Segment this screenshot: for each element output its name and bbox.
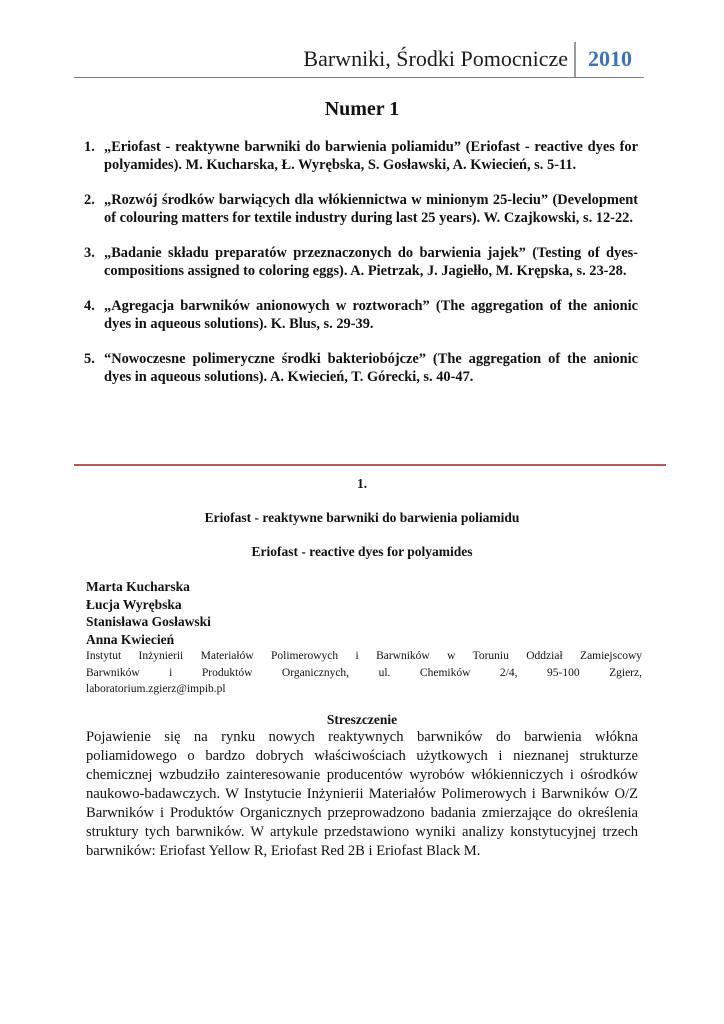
toc-item — [84, 191, 638, 227]
journal-title: Barwniki, Środki Pomocnicze — [303, 46, 568, 71]
toc-item-number: 4. — [84, 298, 95, 314]
toc-item — [84, 244, 638, 280]
author-block — [86, 578, 642, 698]
toc-item-text: „Rozwój środków barwiących dla włókiennictwa w minionym 25-leciu” (Development of colouring matters for textile industry during last 25 years). W. Czajkowski, s. 12-22. — [104, 192, 638, 226]
toc-item-number: 3. — [84, 245, 95, 261]
section-divider — [74, 464, 666, 466]
author-name: Anna Kwiecień — [86, 631, 175, 647]
article-title-english: Eriofast - reactive dyes for polyamides — [251, 544, 473, 559]
author-name: Stanisława Gosławski — [86, 614, 211, 629]
table-of-contents — [84, 138, 638, 403]
abstract-heading: Streszczenie — [326, 712, 398, 727]
running-header — [74, 42, 644, 78]
header-separator — [574, 42, 576, 78]
author-name: Marta Kucharska — [86, 579, 190, 594]
toc-item — [84, 297, 638, 333]
toc-item-text: “Nowoczesne polimeryczne środki bakteriobójcze” (The aggregation of the anionic dyes in aqueous solutions). A. Kwiecień, T. Górecki, s. 40-47. — [104, 351, 638, 385]
author-name: Łucja Wyrębska — [86, 596, 182, 612]
affiliation-email: laboratorium.zgierz@impib.pl — [86, 683, 226, 695]
journal-year: 2010 — [588, 46, 632, 71]
toc-item-number: 5. — [84, 351, 95, 367]
affiliation — [86, 648, 642, 698]
issue-title: Numer 1 — [324, 98, 400, 120]
toc-item-number: 1. — [84, 139, 95, 155]
affiliation-line: Instytut Inżynierii Materiałów Polimerowych i Barwników w Toruniu Oddział Zamiejscowy — [86, 650, 642, 662]
header-rule — [74, 77, 644, 78]
toc-item — [84, 138, 638, 174]
toc-item-text: „Badanie składu preparatów przeznaczonych do barwienia jajek” (Testing of dyes-compositions assigned to coloring eggs). A. Pietrzak, J. Jagiełło, M. Krępska, s. 23-28. — [104, 245, 638, 279]
affiliation-line: Barwników i Produktów Organicznych, ul. Chemików 2/4, 95-100 Zgierz, — [86, 666, 642, 679]
toc-item-text: „Agregacja barwników anionowych w roztworach” (The aggregation of the anionic dyes in aqueous solutions). K. Blus, s. 29-39. — [104, 298, 638, 332]
article-title-polish: Eriofast - reaktywne barwniki do barwienia poliamidu — [204, 510, 520, 525]
article-number: 1. — [356, 476, 368, 491]
abstract-text: Pojawienie się na rynku nowych reaktywnych barwników do barwienia włókna poliamidowego o bardzo dobrych właściwościach użytkowych i nieznanej strukturze chemicznej wzbudziło zainteresowanie producentów wyrobów włókienniczych i ośrodków naukowo-badawczych. W Instytucie Inżynierii Materiałów Polimerowych i Barwników O/Z Barwników i Produktów Organicznych przeprowadzono badania zmierzające do określenia struktury tych barwników. W artykule przedstawiono wyniki analizy konstytucyjnej trzech barwników: Eriofast Yellow R, Eriofast Red 2B i Eriofast Black M. — [86, 729, 638, 859]
toc-item-number: 2. — [84, 192, 95, 208]
toc-item — [84, 350, 638, 386]
toc-item-text: „Eriofast - reaktywne barwniki do barwienia poliamidu” (Eriofast - reactive dyes for polyamides). M. Kucharska, Ł. Wyrębska, S. Gosławski, A. Kwiecień, s. 5-11. — [104, 139, 638, 173]
